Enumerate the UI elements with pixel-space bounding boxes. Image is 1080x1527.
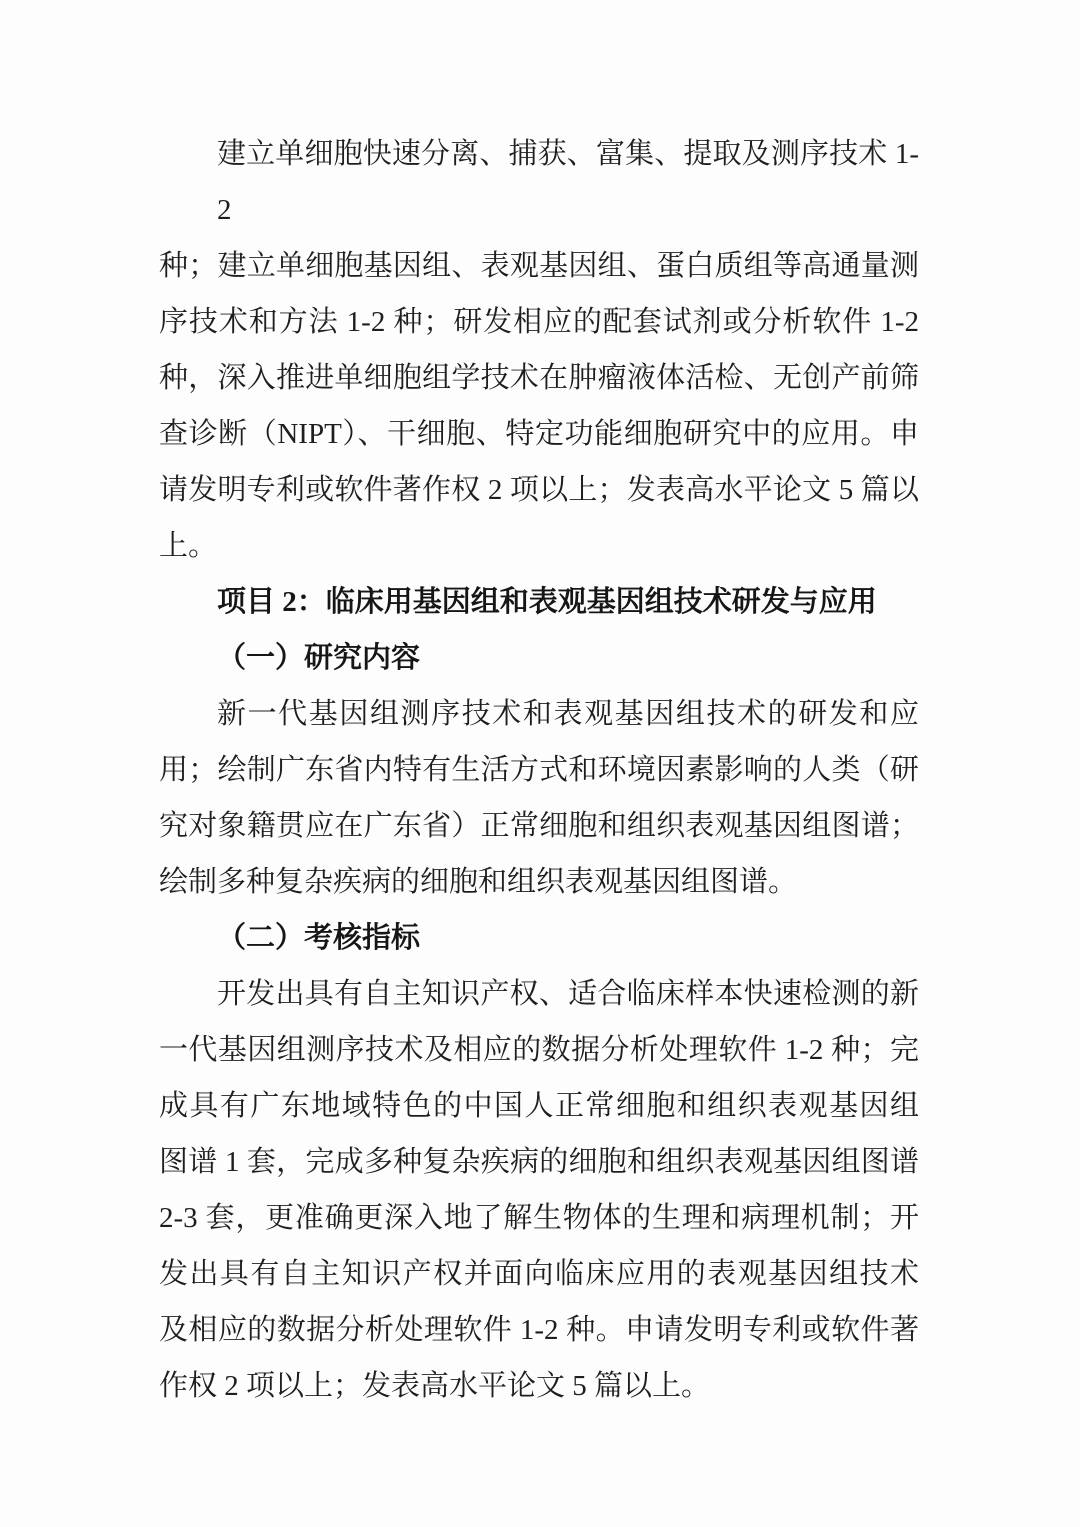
heading-line: （二）考核指标 (217, 922, 421, 954)
text-line: 种；建立单细胞基因组、表观基因组、蛋白质组等高通量测 (159, 250, 919, 282)
text-line: 序技术和方法 1-2 种；研发相应的配套试剂或分析软件 1-2 (159, 306, 919, 338)
text-line: 新一代基因组测序技术和表观基因组技术的研发和应 (217, 698, 919, 730)
heading-line: （一）研究内容 (217, 642, 421, 674)
text-line: 2-3 套，更准确更深入地了解生物体的生理和病理机制；开 (159, 1202, 919, 1234)
text-line: 请发明专利或软件著作权 2 项以上；发表高水平论文 5 篇以 (159, 474, 919, 506)
heading-line: 项目 2：临床用基因组和表观基因组技术研发与应用 (217, 586, 877, 618)
text-line: 成具有广东地域特色的中国人正常细胞和组织表观基因组 (159, 1090, 919, 1122)
text-line: 图谱 1 套，完成多种复杂疾病的细胞和组织表观基因组图谱 (159, 1146, 919, 1178)
text-line: 建立单细胞快速分离、捕获、富集、提取及测序技术 1-2 (217, 138, 919, 226)
text-line: 发出具有自主知识产权并面向临床应用的表观基因组技术 (159, 1258, 919, 1290)
text-line: 上。 (159, 530, 218, 562)
text-line: 绘制多种复杂疾病的细胞和组织表观基因组图谱。 (159, 866, 798, 898)
text-line: 一代基因组测序技术及相应的数据分析处理软件 1-2 种；完 (159, 1034, 919, 1066)
text-line: 作权 2 项以上；发表高水平论文 5 篇以上。 (159, 1370, 711, 1402)
text-line: 种，深入推进单细胞组学技术在肿瘤液体活检、无创产前筛 (159, 362, 919, 394)
text-line: 查诊断（NIPT）、干细胞、特定功能细胞研究中的应用。申 (159, 418, 919, 450)
document-text (159, 126, 919, 1414)
text-line: 及相应的数据分析处理软件 1-2 种。申请发明专利或软件著 (159, 1314, 919, 1346)
text-line: 用；绘制广东省内特有生活方式和环境因素影响的人类（研 (159, 754, 919, 786)
text-line: 究对象籍贯应在广东省）正常细胞和组织表观基因组图谱； (159, 810, 919, 842)
text-line: 开发出具有自主知识产权、适合临床样本快速检测的新 (217, 978, 919, 1010)
